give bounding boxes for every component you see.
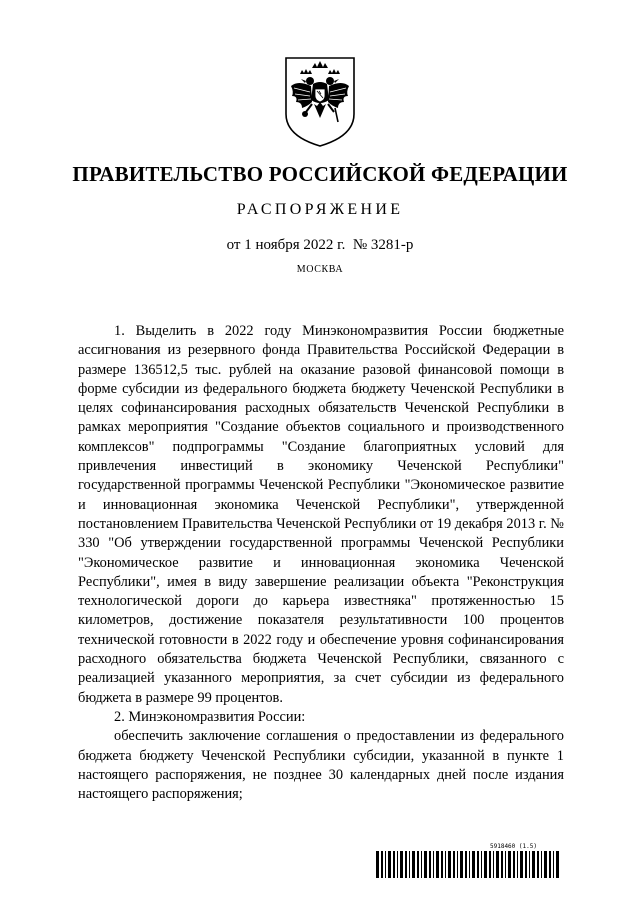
russian-coat-of-arms-icon <box>282 56 358 148</box>
barcode-label: 5918460 (1.5) <box>490 843 537 850</box>
paragraph-3: обеспечить заключение соглашения о предоставлении из федерального бюджета бюджету Чеченской Республики субсидии, указанной в пункте 1 настоящего распоряжения, не позднее 30 календарных дней после издания настоящего распоряжения; <box>78 728 564 803</box>
paragraph-1: 1. Выделить в 2022 году Минэкономразвития России бюджетные ассигнования из резервного фонда Правительства Российской Федерации в размере 136512,5 тыс. рублей на оказание разовой финансовой помощи в форме субсидии из федерального бюджета бюджету Чеченской Республики в целях софинансирования расходных обязательств Чеченской Республики в рамках мероприятия "Создание объектов социального и производственного комплексов" подпрограммы "Создание благоприятных условий для привлечения инвестиций в экономику Чеченской Республики" государственной программы Чеченской Республики "Экономическое развитие и инновационная экономика Чеченской Республики", утвержденной постановлением Правительства Чеченской Республики от 19 декабря 2013 г. № 330 "Об утверждении государственной программы Чеченской Республики "Экономическое развитие и инновационная экономика Чеченской Республики", имея в виду завершение реализации объекта "Реконструкция технологической дороги до карьера известняка" протяженностью 15 километров, достижение показателя результативности 100 процентов технической готовности в 2022 году и обеспечение уровня софинансирования расходного обязательства бюджета Чеченской Республики, связанного с реализацией указанного мероприятия, за счет субсидии из федерального бюджета в размере 99 процентов. <box>78 323 564 706</box>
paragraph-2: 2. Минэкономразвития России: <box>114 708 306 725</box>
document-type: РАСПОРЯЖЕНИЕ <box>236 201 404 218</box>
barcode-icon <box>376 851 562 878</box>
government-title: ПРАВИТЕЛЬСТВО РОССИЙСКОЙ ФЕДЕРАЦИИ <box>72 162 568 186</box>
document-date-number: от 1 ноября 2022 г. № 3281-р <box>226 237 414 253</box>
coat-of-arms-emblem <box>282 56 358 148</box>
document-city: МОСКВА <box>296 264 344 275</box>
document-body <box>78 322 564 804</box>
